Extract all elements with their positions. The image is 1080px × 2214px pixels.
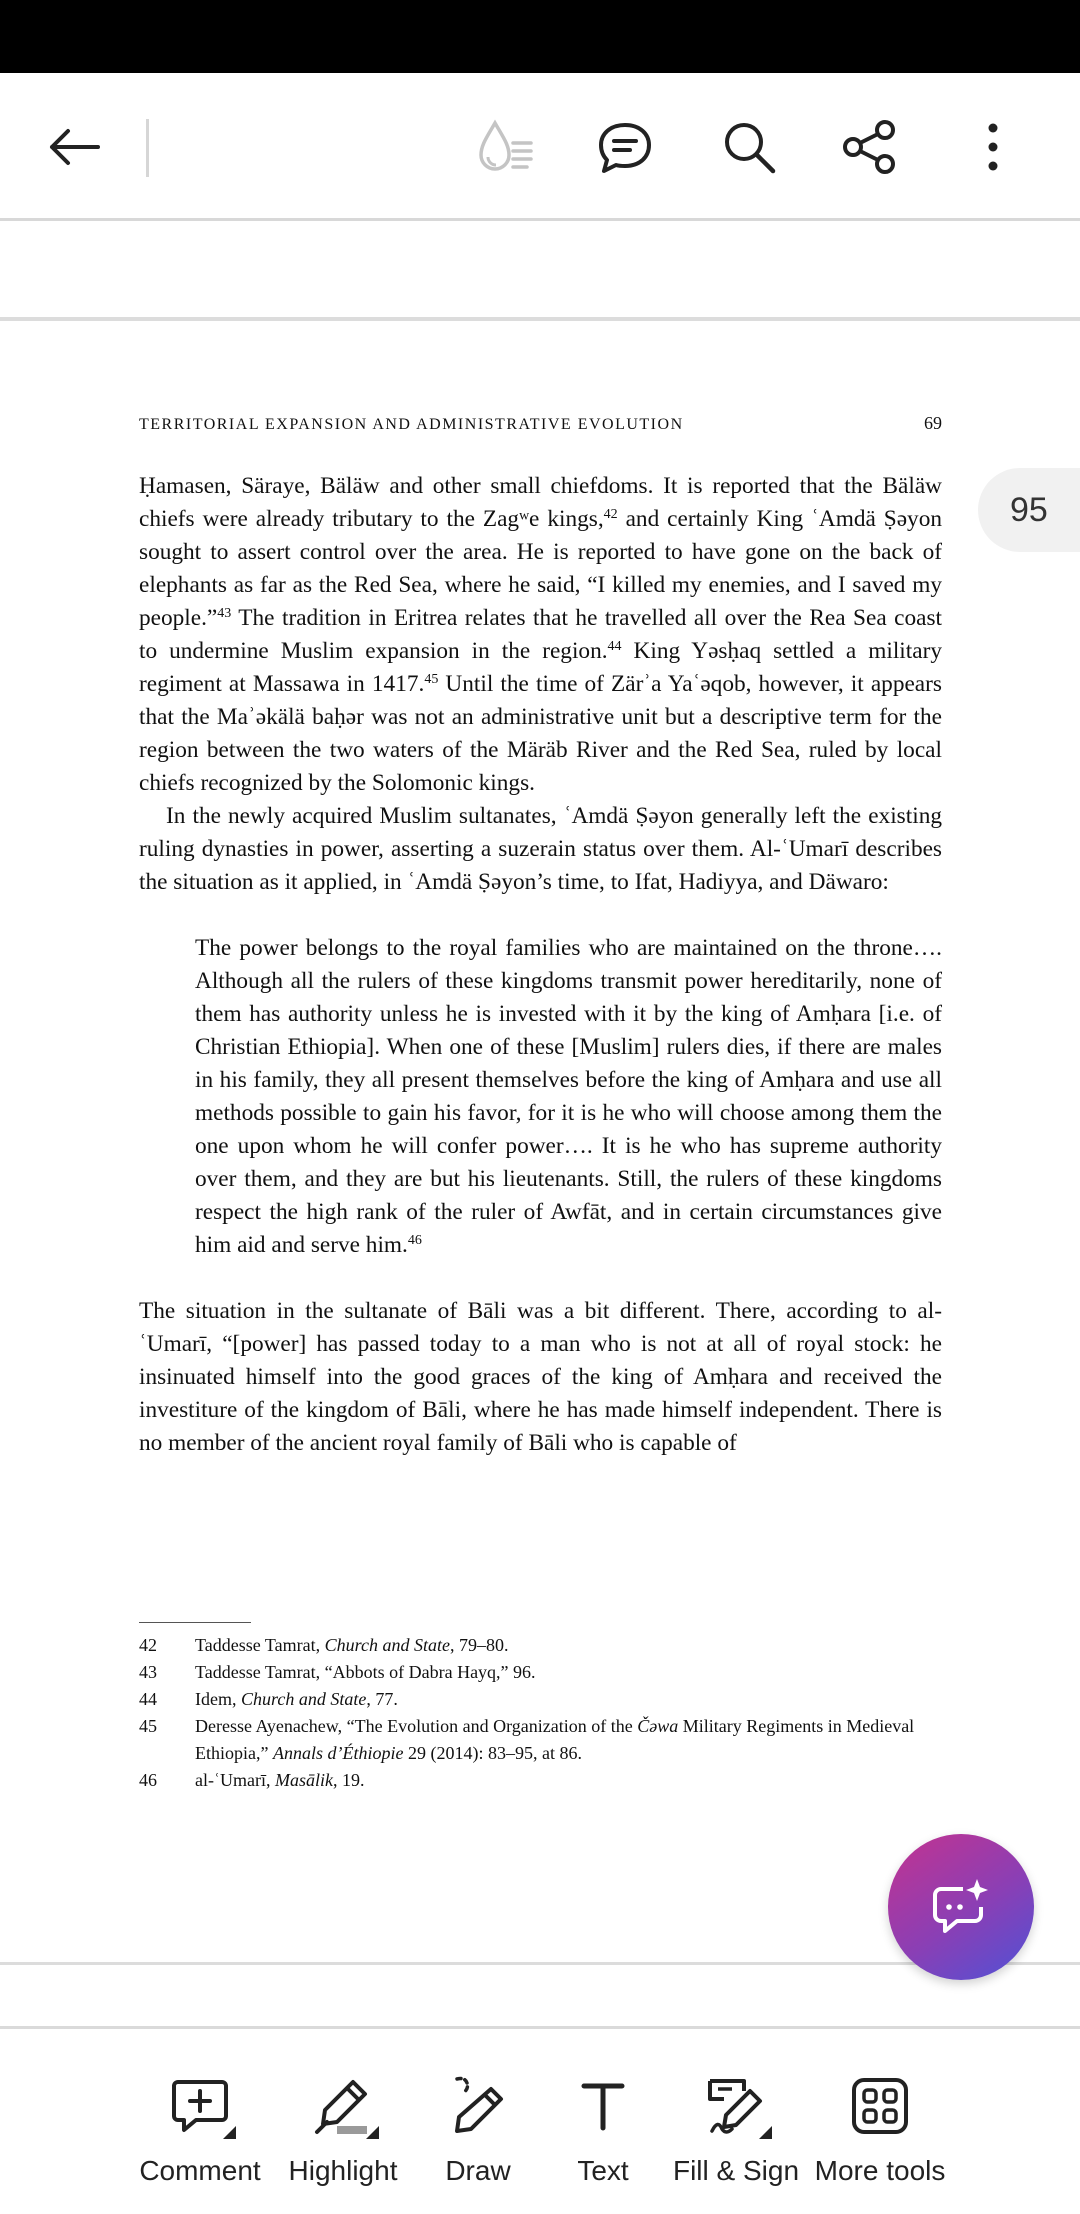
footnote-ref: 44 bbox=[607, 639, 622, 654]
block-quote: The power belongs to the royal families who are maintained on the throne…. Although all the rulers of these kingdoms transmit power hereditarily, none of them has authority unless he is invested with it by the king of Amḥara [i.e. of Christian Ethiopia]. When one of these [Muslim] rulers dies, if there are males in his family, they all present themselves before the king of Amḥara and use all methods possible to gain his favor, for it is he who will choose among them the one upon whom he will confer power…. It is he who has supreme authority over them, and they are but his lieutenants. Still, the rulers of these kingdoms respect the high rank of the ruler of Awfāt, and in certain circumstances give him aid and serve him.$^{46}$ bbox=[195, 935, 942, 1258]
ai-assistant-icon bbox=[929, 1877, 993, 1937]
submenu-indicator-icon bbox=[366, 2126, 379, 2139]
footnote: 45 Deresse Ayenachew, “The Evolution and Organization of the Čǝwa Military Regiments in Medieval Ethiopia,” Annals d’Éthiopie 29 (2014): 83–95, at 86. bbox=[139, 1716, 915, 1763]
submenu-indicator-icon bbox=[759, 2126, 772, 2139]
page-indicator[interactable]: 95 bbox=[978, 468, 1080, 552]
footnote: 46 al-ʿUmarī, Masālik, 19. bbox=[139, 1770, 365, 1790]
ai-assistant-button[interactable] bbox=[888, 1834, 1034, 1980]
footnote-ref: 43 bbox=[217, 606, 232, 621]
previous-page-bottom bbox=[0, 224, 1080, 321]
tool-label: Draw bbox=[445, 2155, 511, 2186]
draw-icon bbox=[447, 2075, 509, 2137]
paragraph: Ḥamasen, Säraye, Bäläw and other small chiefdoms. It is reported that the Bäläw chiefs were already tributary to the Zagʷe kings,$^{42}$ and certainly King ʿAmdä Ṣəyon sought to assert control over the area. He is reported to have gone on the back of elephants as far as the Red Sea, where he said, “I killed my enemies, and I saved my people.”$^{43}$ The tradition in Eritrea relates that he travelled all over the Rea Sea coast to undermine Muslim expansion in the region.$^{44}$ King Yəsḥaq settled a military regiment at Massawa in 1417.45 Until the time of Zärʾa Yaʿəqob, however, it appears that the Maʾəkälä baḥər was not an administrative unit but a descriptive term for the region between the two waters of the Märäb River and the Red Sea, ruled by local chiefs recognized by the Solomonic kings. bbox=[139, 473, 943, 796]
pdf-page bbox=[0, 325, 1080, 1965]
footnote: 42 Taddesse Tamrat, Church and State, 79–80. bbox=[139, 1635, 509, 1655]
more-tools-button[interactable] bbox=[795, 2073, 965, 2187]
search-icon[interactable] bbox=[709, 107, 789, 187]
status-bar bbox=[0, 0, 1080, 73]
share-icon[interactable] bbox=[830, 107, 910, 187]
more-tools-icon bbox=[851, 2077, 909, 2135]
footnote-rule bbox=[139, 1622, 251, 1623]
highlight-icon bbox=[313, 2076, 373, 2136]
reading-mode-icon[interactable] bbox=[465, 107, 545, 187]
body-text bbox=[139, 470, 942, 1460]
running-head-title: TERRITORIAL EXPANSION AND ADMINISTRATIVE EVOLUTION bbox=[139, 416, 684, 433]
footnote-ref: 46 bbox=[407, 1233, 422, 1248]
bottom-toolbar bbox=[0, 2026, 1080, 2214]
submenu-indicator-icon bbox=[223, 2126, 236, 2139]
footnotes bbox=[139, 1632, 942, 1794]
page-number: 69 bbox=[924, 413, 942, 433]
footnote: 44 Idem, Church and State, 77. bbox=[139, 1689, 398, 1709]
footnote-ref: 45 bbox=[424, 672, 439, 687]
back-arrow-icon[interactable] bbox=[34, 107, 114, 187]
paragraph: In the newly acquired Muslim sultanates, ʿAmdä Ṣəyon generally left the existing ruling dynasties in power, asserting a suzerain status over them. Al-ʿUmarī describes the situation as it applied, in ʿAmdä Ṣəyon’s time, to Ifat, Hadiyya, and Däwaro: bbox=[139, 803, 942, 895]
toolbar-divider bbox=[146, 119, 149, 177]
text-icon bbox=[578, 2078, 628, 2134]
tool-label: Highlight bbox=[288, 2155, 398, 2186]
comment-icon bbox=[170, 2076, 230, 2136]
comments-icon[interactable] bbox=[585, 107, 665, 187]
more-options-icon[interactable] bbox=[953, 107, 1033, 187]
tool-label: Comment bbox=[139, 2155, 261, 2186]
tool-label: More tools bbox=[814, 2155, 946, 2186]
running-head bbox=[139, 413, 942, 437]
tool-label: Fill & Sign bbox=[672, 2155, 800, 2186]
paragraph: The situation in the sultanate of Bāli was a bit different. There, according to al-ʿUmarī, “[power] has passed today to a man who is not at all of royal stock: he insinuated himself into the good graces of the king of Amḥara and received the investiture of the kingdom of Bāli, where he has made himself independent. There is no member of the ancient royal family of Bāli who is capable of bbox=[139, 1298, 942, 1456]
top-toolbar bbox=[0, 73, 1080, 221]
footnote: 43 Taddesse Tamrat, “Abbots of Dabra Hayq,” 96. bbox=[139, 1662, 536, 1682]
footnote-ref: 42 bbox=[603, 507, 618, 522]
tool-label: Text bbox=[577, 2155, 629, 2186]
